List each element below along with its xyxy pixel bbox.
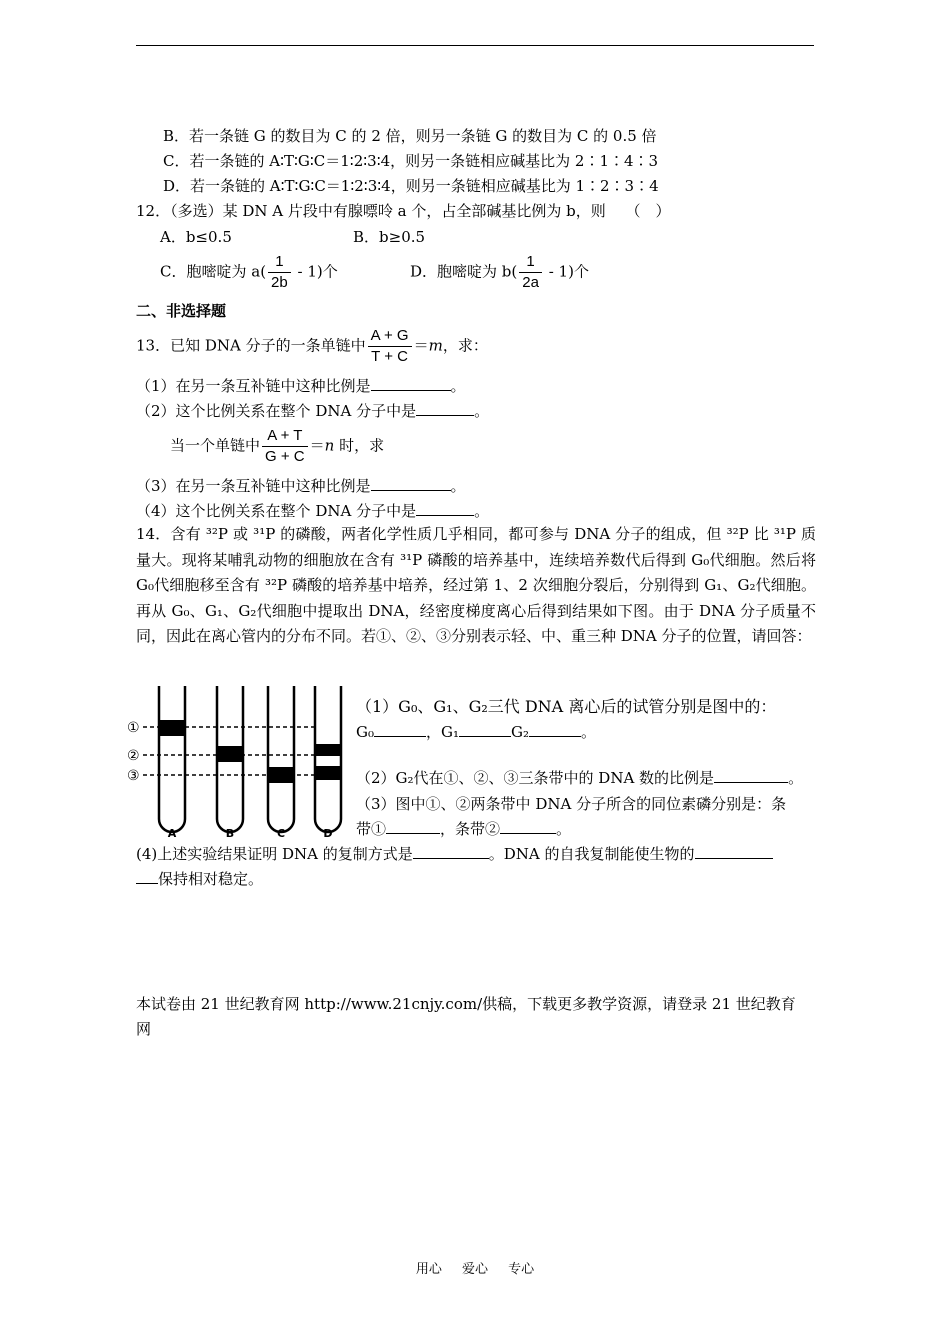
answer-blank[interactable] — [413, 844, 489, 859]
tube-c-outline — [268, 686, 294, 832]
q13-condition-suffix: 时，求 — [334, 436, 385, 455]
q12-option-c-prefix: C．胞嘧啶为 a( — [160, 262, 267, 281]
fraction-numerator: A + G — [370, 327, 409, 344]
tube-label-a: A — [167, 827, 177, 840]
q13-stem-prefix: 13．已知 DNA 分子的一条单链中 — [136, 336, 366, 355]
g1-label: G₁ — [441, 723, 460, 741]
q14-sub-2-text: （2）G₂代在①、②、③三条带中的 DNA 数的比例是 — [356, 769, 715, 787]
tube-d-band-2 — [315, 744, 341, 756]
period: 。 — [556, 820, 572, 838]
answer-blank[interactable] — [500, 819, 556, 834]
q13-fraction-2 — [262, 426, 308, 467]
band-2-label: ，条带② — [440, 820, 501, 838]
header-rule — [136, 45, 814, 46]
band-label-3: ③ — [127, 768, 140, 784]
section-heading: 二、非选择题 — [136, 302, 227, 320]
q14-sub-4-text-a: (4)上述实验结果证明 DNA 的复制方式是 — [136, 845, 413, 863]
answer-blank[interactable] — [529, 722, 581, 737]
q13-part-2-text: （2）这个比例关系在整个 DNA 分子中是 — [136, 402, 417, 420]
fraction-denominator: 2b — [268, 272, 291, 293]
tube-label-d: D — [323, 827, 333, 840]
q12-option-c-suffix: - 1)个 — [292, 262, 338, 281]
equals-sign: ＝ — [413, 336, 429, 355]
q12-stem: 12．（多选）某 DN A 片段中有腺嘌呤 a 个，占全部碱基比例为 b，则 （ ） — [136, 202, 671, 220]
fraction-numerator: 1 — [526, 253, 535, 270]
tube-a-band-1 — [159, 720, 185, 736]
q12-option-d-suffix: - 1)个 — [543, 262, 589, 281]
footer-text-1: 用心 — [415, 1262, 442, 1277]
q13-part-4 — [136, 501, 489, 521]
q14-sub-4-line-1 — [136, 844, 773, 864]
answer-blank[interactable] — [459, 722, 511, 737]
q11-option-b: B．若一条链 G 的数目为 C 的 2 倍，则另一条链 G 的数目为 C 的 0.5 倍 — [163, 127, 657, 145]
answer-blank[interactable] — [371, 476, 451, 491]
q14-sub-4-text-c: 保持相对稳定。 — [158, 870, 264, 888]
q14-sub-4-line-2 — [136, 869, 263, 889]
q13-fraction-1 — [368, 326, 412, 367]
q13-part-3-text: （3）在另一条互补链中这种比例是 — [136, 477, 371, 495]
period: 。 — [450, 377, 466, 395]
q13-condition-prefix: 当一个单链中 — [170, 436, 261, 455]
tube-label-c: C — [276, 827, 286, 840]
centrifuge-tubes-figure — [125, 684, 350, 840]
g2-label: G₂ — [511, 723, 530, 741]
q12-option-c — [160, 252, 338, 293]
q12-option-d — [410, 252, 589, 293]
period: 。 — [450, 477, 466, 495]
fraction-numerator: A + T — [267, 427, 303, 444]
page-footer — [0, 1258, 950, 1277]
tube-d-band-3 — [315, 766, 341, 780]
q13-stem-suffix: ，求： — [442, 336, 488, 355]
q13-stem — [136, 326, 488, 367]
band-label-2: ② — [127, 748, 140, 764]
band-1-label: 带① — [356, 820, 387, 838]
footer-text-2: 爱心 — [461, 1262, 488, 1277]
q13-part-1 — [136, 376, 466, 396]
q13-part-1-text: （1）在另一条互补链中这种比例是 — [136, 377, 371, 395]
fraction-numerator: 1 — [275, 253, 284, 270]
q14-stem: 14．含有 ³²P 或 ³¹P 的磷酸，两者化学性质几乎相同，都可参与 DNA 分子的组成，但 ³²P 比 ³¹P 质量大。现将某哺乳动物的细胞放在含有 ³¹P 磷酸的培养基中，连续培养数代后得到 G₀代细胞。然后将 G₀代细胞移至含有 ³²P 磷酸的培养基中培养，经过第 1、2 次细胞分裂后，分别得到 G₁、G₂代细胞。再从 G₀、G₁、G₂代细胞中提取出 DNA，经密度梯度离心后得到结果如下图。由于 DNA 分子质量不同，因此在离心管内的分布不同。若①、②、③分别表示轻、中、重三种 DNA 分子的位置，请回答： — [136, 525, 816, 645]
q13-part-4-text: （4）这个比例关系在整个 DNA 分子中是 — [136, 502, 417, 520]
tube-a-outline — [159, 686, 185, 832]
tube-b-band-2 — [217, 746, 243, 762]
q12-option-d-prefix: D．胞嘧啶为 b( — [410, 262, 518, 281]
answer-blank[interactable] — [416, 401, 474, 416]
variable-n: n — [324, 436, 335, 455]
footer-text-3: 专心 — [508, 1262, 535, 1277]
period: 。 — [474, 402, 490, 420]
q14-sub-2 — [356, 768, 803, 788]
answer-blank[interactable] — [374, 722, 426, 737]
fraction-denominator: G + C — [262, 446, 308, 467]
tube-d-outline — [315, 686, 341, 832]
q13-part-2 — [136, 401, 489, 421]
fraction-denominator: 2a — [519, 272, 542, 293]
q11-option-d: D．若一条链的 A∶T∶G∶C＝1∶2∶3∶4，则另一条链相应碱基比为 1∶2∶3∶4 — [163, 177, 659, 195]
answer-blank[interactable] — [136, 869, 158, 884]
q12-option-c-fraction — [268, 252, 291, 293]
q13-part-3 — [136, 476, 466, 496]
variable-m: m — [428, 336, 443, 355]
answer-blank[interactable] — [386, 819, 440, 834]
q14-sub-1-line-2: G₀ ，G₁ G₂ 。 — [356, 723, 597, 741]
source-line-2: 网 — [136, 1020, 152, 1038]
q14-sub-3-line-1: （3）图中①、②两条带中 DNA 分子所含的同位素磷分别是：条 — [356, 795, 787, 813]
band-label-1: ① — [127, 720, 140, 736]
period: 。 — [788, 769, 804, 787]
q12-option-a: A．b≤0.5 — [160, 228, 232, 246]
q12-option-b: B．b≥0.5 — [353, 228, 426, 246]
g0-label: G₀ — [356, 723, 374, 741]
period: 。 — [581, 723, 597, 741]
equals-sign: ＝ — [309, 436, 325, 455]
answer-blank[interactable] — [416, 501, 474, 516]
answer-blank[interactable] — [371, 376, 451, 391]
q13-condition — [170, 426, 384, 467]
source-line-1: 本试卷由 21 世纪教育网 http://www.21cnjy.com/供稿，下载更多教学资源，请登录 21 世纪教育 — [136, 995, 796, 1013]
answer-blank[interactable] — [695, 844, 773, 859]
q11-option-c: C．若一条链的 A∶T∶G∶C＝1∶2∶3∶4，则另一条链相应碱基比为 2∶1∶4∶3 — [163, 152, 659, 170]
q14-sub-3-line-2 — [356, 819, 571, 839]
q14-sub-4-text-b: 。DNA 的自我复制能使生物的 — [488, 845, 695, 863]
q12-option-d-fraction — [519, 252, 542, 293]
answer-blank[interactable] — [714, 768, 788, 783]
tube-label-b: B — [225, 827, 235, 840]
period: 。 — [474, 502, 490, 520]
q14-sub-1-line-1: （1）G₀、G₁、G₂三代 DNA 离心后的试管分别是图中的： — [356, 697, 777, 716]
fraction-denominator: T + C — [368, 346, 412, 367]
